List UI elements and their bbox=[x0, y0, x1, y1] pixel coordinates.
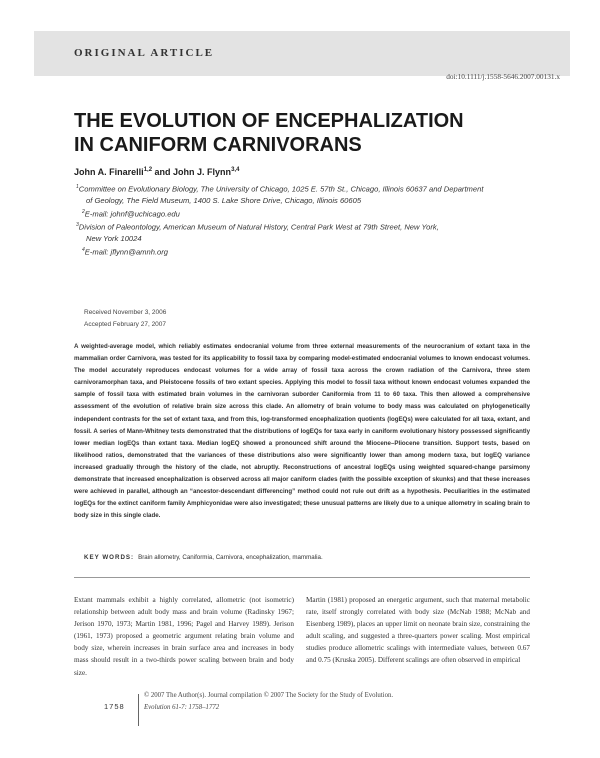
copyright-notice: © 2007 The Author(s). Journal compilation © 2007 The Society for the Study of Evolution. bbox=[144, 692, 394, 699]
author-affiliation-marker: 1,2 bbox=[143, 167, 153, 173]
title-line-2: IN CANIFORM CARNIVORANS bbox=[74, 134, 362, 156]
journal-citation: Evolution 61-7: 1758–1772 bbox=[144, 703, 220, 711]
affiliation-marker: 3 bbox=[76, 221, 79, 228]
author-conjunction: and bbox=[152, 167, 174, 177]
email-2[interactable] bbox=[76, 245, 556, 258]
received-date: Received November 3, 2006 bbox=[84, 309, 167, 316]
section-divider bbox=[74, 577, 530, 578]
affiliation-text: Committee on Evolutionary Biology, The University of Chicago, 1025 E. 57th St., Chicago, Illinois 60637 and Department bbox=[78, 184, 484, 194]
submission-dates bbox=[84, 307, 166, 331]
article-type-label: ORIGINAL ARTICLE bbox=[74, 47, 215, 59]
email-1[interactable] bbox=[76, 207, 556, 220]
affiliation-1-cont: of Geology, The Field Museum, 1400 S. Lake Shore Drive, Chicago, Illinois 60605 bbox=[86, 196, 362, 206]
abstract: A weighted-average model, which reliably estimates endocranial volume from three external measurements of the neurocranium of extant taxa in the mammalian order Carnivora, was tested for its applicability to fossil taxa by comparing model-estimated endocranial volumes to known endocast volumes. The model accurately reproduces endocast volumes for a wide array of fossil taxa across the crown radiation of the Carnivora, three stem carnivoramorphan taxa, and Pleistocene fossils of two extant species. Applying this model to fossil taxa without known endocast volumes expanded the sample of fossil taxa with estimated brain volumes in the carnivoran suborder Caniformia from 11 to 60 taxa. This then allowed a comprehensive assessment of the evolution of relative brain size across this clade. An allometry of brain volume to body mass was calculated on phylogenetically independent contrasts for the set of extant taxa, and from this, log-transformed encephalization quotients (logEQs) were calculated for all taxa, extant, and fossil. A series of Mann-Whitney tests demonstrated that the distributions of logEQs for taxa early in caniform evolutionary history possessed significantly lower median logEQs than extant taxa. Median logEQ showed a pronounced shift around the Miocene–Pliocene transition. Support tests, based on likelihood ratios, demonstrated that the variances of these distributions also were significantly lower than among modern taxa, but logEQ variance increased gradually through the history of the clade, not abruptly. Reconstructions of ancestral logEQs using weighted squared-change parsimony demonstrate that increased encephalization is observed across all major caniform clades (with the possible exception of skunks) and that these increases were achieved in parallel, although an “ancestor-descendant differencing” method could not rule out drift as a hypothesis. Peculiarities in the estimated logEQs for the extinct caniform family Amphicyonidae were also investigated; these unusual patterns are likely due to a unique allometry in scaling brain to body size in this single clade. bbox=[74, 343, 530, 520]
author-list bbox=[74, 167, 239, 177]
affiliation-marker: 4 bbox=[82, 246, 85, 253]
affiliation-text: Division of Paleontology, American Museum of Natural History, Central Park West at 79th Street, New York, bbox=[78, 222, 439, 232]
body-column-left: Extant mammals exhibit a highly correlated, allometric (not isometric) relationship between adult body mass and brain volume (Radinsky 1967; Jerison 1970, 1973; Martin 1981, 1996; Pagel and Harvey 1989). Jerison (1961, 1973) proposed a geometric argument relating brain volume and body size, wherein increases in brain surface area and increases in body mass should result in a two-thirds power scaling between brain and body size. bbox=[74, 596, 294, 677]
email-text[interactable]: E-mail: johnf@uchicago.edu bbox=[84, 209, 180, 219]
keywords-label: KEY WORDS: bbox=[84, 554, 135, 561]
author-name: John J. Flynn bbox=[173, 167, 232, 177]
email-text[interactable]: E-mail: jflynn@amnh.org bbox=[84, 247, 169, 257]
doi-link[interactable]: doi:10.1111/j.1558-5646.2007.00131.x bbox=[446, 72, 560, 81]
affiliation-marker: 2 bbox=[82, 208, 85, 215]
footer-citation bbox=[144, 690, 393, 713]
affiliation-1 bbox=[76, 182, 556, 195]
keywords-text: Brain allometry, Caniformia, Carnivora, encephalization, mammalia. bbox=[138, 554, 323, 561]
affiliation-marker: 1 bbox=[76, 184, 79, 190]
affiliations bbox=[76, 182, 556, 258]
author-name: John A. Finarelli bbox=[74, 167, 144, 177]
body-column-right: Martin (1981) proposed an energetic argument, such that maternal metabolic rate, itself strongly correlated with body size (McNab 1988; McNab and Eisenberg 1989), places an upper limit on neonate brain size, constraining the adult scaling, and suggested a three-quarters power scaling. Most empirical studies produce allometric scalings with intermediate values, between 0.67 and 0.75 (Kruska 2005). Different scalings are often observed in empirical bbox=[306, 596, 530, 665]
title-line-1: THE EVOLUTION OF ENCEPHALIZATION bbox=[74, 110, 464, 132]
page-number: 1758 bbox=[104, 702, 125, 711]
affiliation-3 bbox=[76, 220, 556, 233]
affiliation-3-cont: New York 10024 bbox=[86, 233, 142, 243]
keywords bbox=[84, 554, 323, 561]
footer-divider bbox=[138, 694, 139, 726]
author-affiliation-marker: 3,4 bbox=[231, 167, 240, 173]
accepted-date: Accepted February 27, 2007 bbox=[84, 321, 167, 328]
article-title bbox=[74, 109, 534, 157]
